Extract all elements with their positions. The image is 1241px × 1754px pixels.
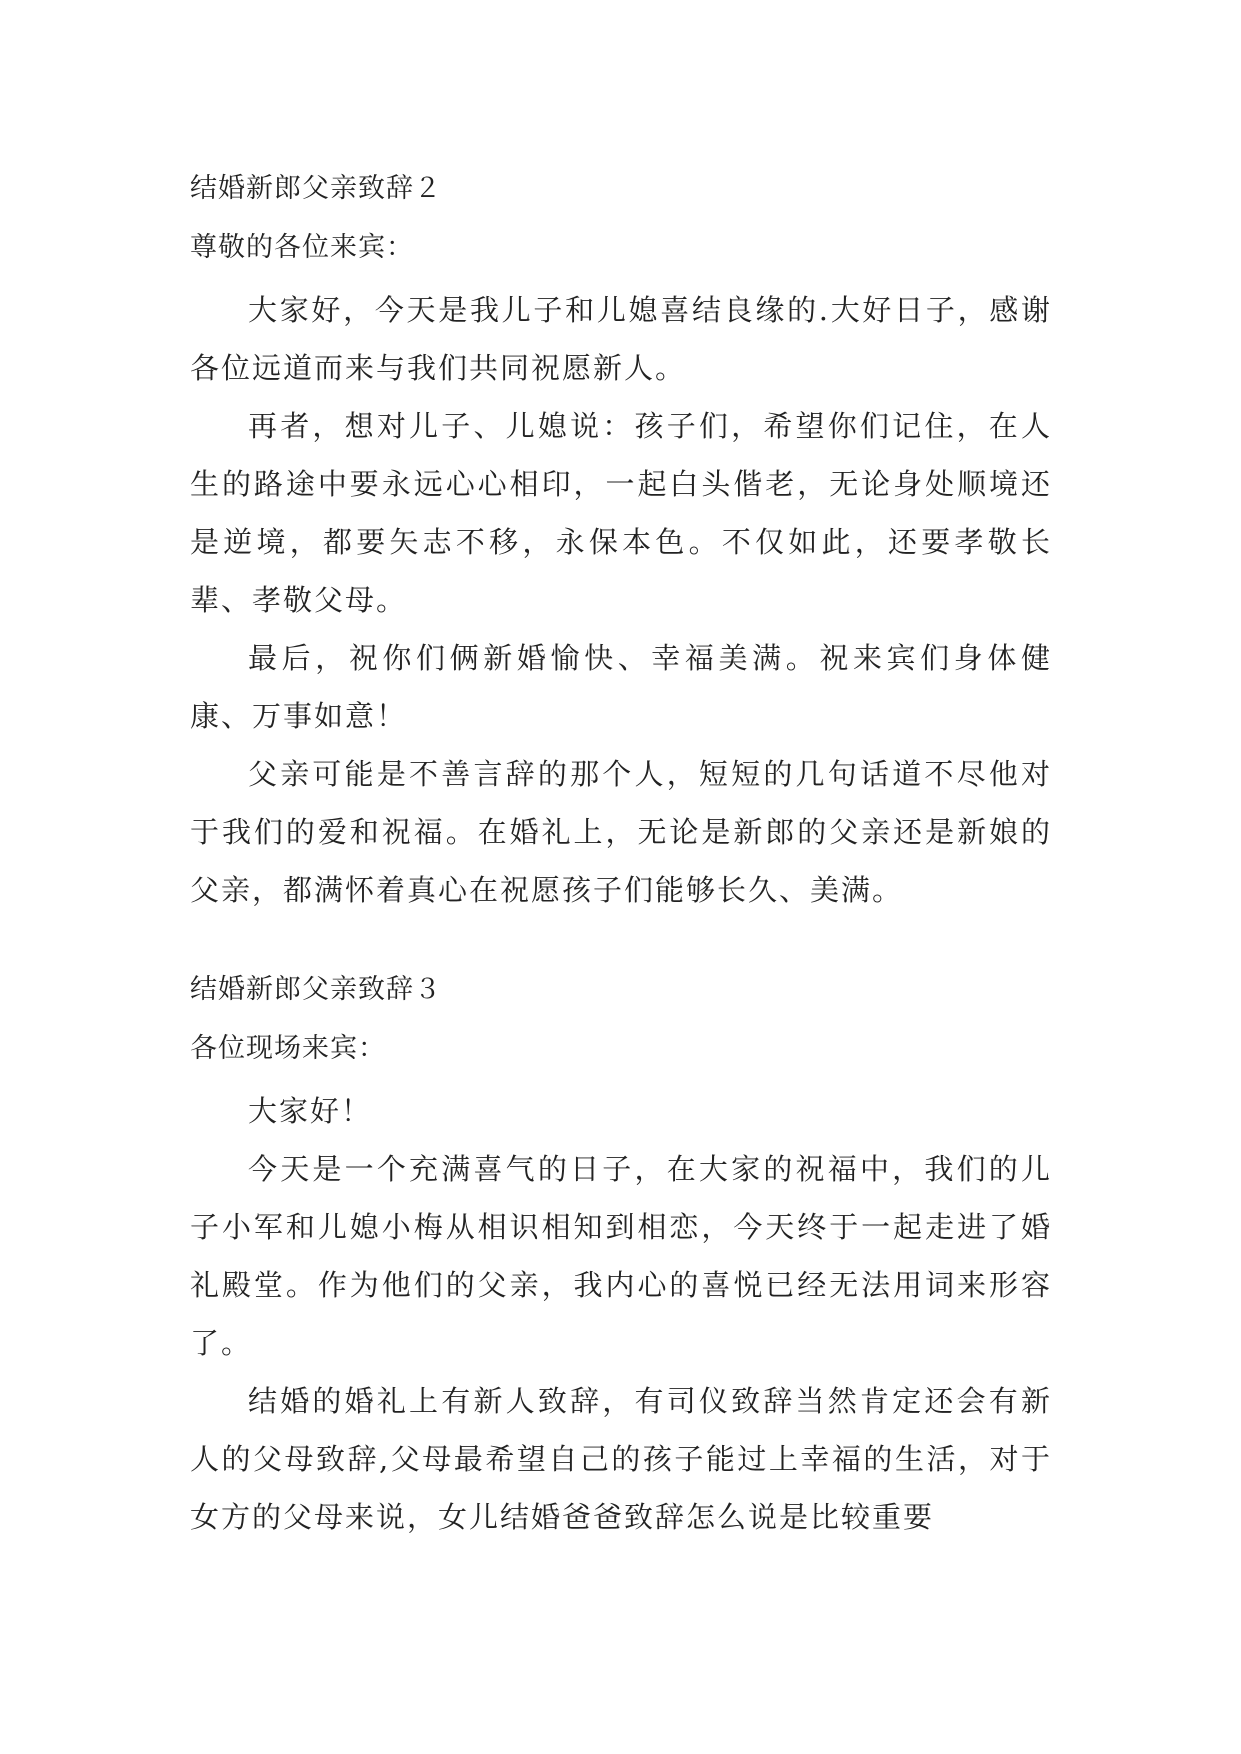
salutation: 尊敬的各位来宾： — [190, 232, 414, 263]
section-speech-2 — [190, 168, 1052, 919]
paragraph: 结婚的婚礼上有新人致辞，有司仪致辞当然肯定还会有新人的父母致辞,父母最希望自己的孩子能过上幸福的生活，对于女方的父母来说，女儿结婚爸爸致辞怎么说是比较重要 — [190, 1384, 1052, 1534]
section-speech-3 — [190, 969, 1052, 1546]
paragraph: 今天是一个充满喜气的日子，在大家的祝福中，我们的儿子小军和儿媳小梅从相识相知到相恋，今天终于一起走进了婚礼殿堂。作为他们的父亲，我内心的喜悦已经无法用词来形容了。 — [190, 1152, 1052, 1360]
paragraph: 最后，祝你们俩新婚愉快、幸福美满。祝来宾们身体健康、万事如意！ — [190, 641, 1052, 733]
paragraph: 再者，想对儿子、儿媳说：孩子们，希望你们记住，在人生的路途中要永远心心相印，一起白头偕老，无论身处顺境还是逆境，都要矢志不移，永保本色。不仅如此，还要孝敬长辈、孝敬父母。 — [190, 409, 1052, 617]
paragraph: 大家好！ — [248, 1094, 373, 1128]
section-title: 结婚新郎父亲致辞３ — [190, 974, 442, 1005]
document-page — [190, 168, 1052, 1546]
salutation: 各位现场来宾： — [190, 1033, 386, 1064]
section-spacer — [190, 919, 1052, 969]
paragraph: 父亲可能是不善言辞的那个人，短短的几句话道不尽他对于我们的爱和祝福。在婚礼上，无论是新郎的父亲还是新娘的父亲，都满怀着真心在祝愿孩子们能够长久、美满。 — [190, 757, 1052, 907]
section-title: 结婚新郎父亲致辞２ — [190, 173, 442, 204]
paragraph: 大家好，今天是我儿子和儿媳喜结良缘的.大好日子，感谢各位远道而来与我们共同祝愿新人。 — [190, 293, 1052, 385]
